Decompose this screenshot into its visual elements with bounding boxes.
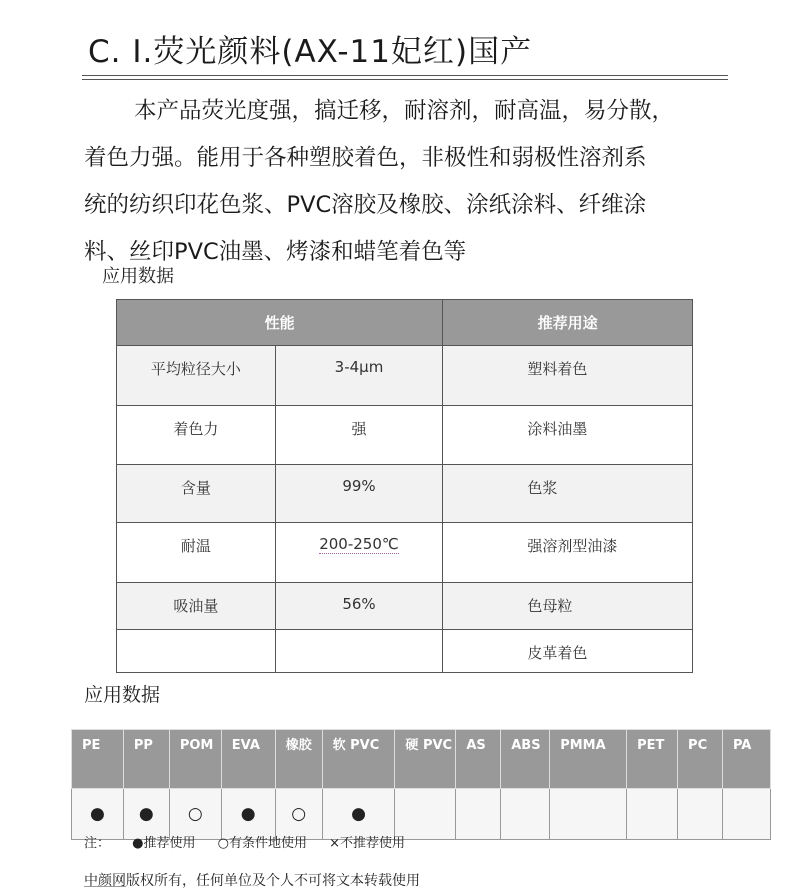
property-name: 含量 xyxy=(117,465,276,523)
material-header: ABS xyxy=(501,730,550,789)
description-line: 本产品荧光度强，搞迁移，耐溶剂，耐高温，易分散， xyxy=(134,98,675,124)
property-value: 99% xyxy=(275,465,443,523)
property-value-text: 200-250℃ xyxy=(319,535,399,553)
property-value xyxy=(275,630,443,673)
compatibility-mark xyxy=(456,789,501,840)
copyright-notice xyxy=(84,870,420,890)
compatibility-mark xyxy=(501,789,550,840)
property-value: 3-4μm xyxy=(275,346,443,406)
compatibility-mark: ● xyxy=(72,789,124,840)
property-name: 耐温 xyxy=(117,523,276,583)
compatibility-mark xyxy=(550,789,627,840)
material-header: AS xyxy=(456,730,501,789)
table-row xyxy=(117,465,693,523)
legend-conditional: ○有条件地使用 xyxy=(217,836,307,851)
property-value xyxy=(275,523,443,583)
property-name: 吸油量 xyxy=(117,583,276,630)
material-header: PMMA xyxy=(550,730,627,789)
legend-not-recommended: ×不推荐使用 xyxy=(329,836,406,851)
material-header: EVA xyxy=(221,730,275,789)
material-compatibility-table xyxy=(71,729,771,840)
copyright-site-link[interactable]: 中颜网 xyxy=(84,873,126,889)
property-name: 平均粒径大小 xyxy=(117,346,276,406)
table-row xyxy=(117,523,693,583)
title-rule-top xyxy=(82,75,728,76)
compatibility-mark: ○ xyxy=(169,789,221,840)
material-header: 橡胶 xyxy=(275,730,322,789)
table-row xyxy=(117,346,693,406)
recommended-use: 涂料油墨 xyxy=(443,406,693,465)
copyright-text: 版权所有，任何单位及个人不可将文本转载使用 xyxy=(126,873,420,889)
property-value: 强 xyxy=(275,406,443,465)
property-value: 56% xyxy=(275,583,443,630)
section-label-application-data: 应用数据 xyxy=(102,266,174,287)
material-header: 硬 PVC xyxy=(395,730,456,789)
compatibility-mark xyxy=(627,789,678,840)
properties-table-header xyxy=(117,300,693,346)
page-title: C. I.荧光颜料(AX-11妃红)国产 xyxy=(88,34,533,70)
compatibility-mark: ● xyxy=(221,789,275,840)
recommended-use: 皮革着色 xyxy=(443,630,693,673)
compatibility-mark xyxy=(678,789,723,840)
material-header: 软 PVC xyxy=(322,730,395,789)
note-prefix: 注： xyxy=(84,836,111,851)
description-line: 统的纺织印花色浆、PVC溶胶及橡胶、涂纸涂料、纤维涂 xyxy=(84,192,647,218)
material-header: POM xyxy=(169,730,221,789)
table-row xyxy=(117,583,693,630)
section-label-application-data: 应用数据 xyxy=(84,684,161,706)
compatibility-mark xyxy=(722,789,770,840)
header-performance: 性能 xyxy=(117,300,443,346)
material-header: PA xyxy=(722,730,770,789)
description-line: 着色力强。能用于各种塑胶着色，非极性和弱极性溶剂系 xyxy=(84,145,647,171)
compatibility-mark: ● xyxy=(322,789,395,840)
recommended-use: 色浆 xyxy=(443,465,693,523)
recommended-use: 强溶剂型油漆 xyxy=(443,523,693,583)
property-name xyxy=(117,630,276,673)
description-line: 料、丝印PVC油墨、烤漆和蜡笔着色等 xyxy=(84,239,467,265)
description-paragraph xyxy=(84,88,744,276)
property-name: 着色力 xyxy=(117,406,276,465)
recommended-use: 色母粒 xyxy=(443,583,693,630)
recommended-use: 塑料着色 xyxy=(443,346,693,406)
header-recommended-use: 推荐用途 xyxy=(443,300,693,346)
properties-table xyxy=(116,299,693,673)
material-header: PC xyxy=(678,730,723,789)
compatibility-mark: ● xyxy=(123,789,169,840)
legend-recommended: ●推荐使用 xyxy=(132,836,196,851)
compatibility-mark: ○ xyxy=(275,789,322,840)
table-row xyxy=(117,406,693,465)
material-header: PE xyxy=(72,730,124,789)
material-header-row xyxy=(72,730,771,789)
material-header: PP xyxy=(123,730,169,789)
title-rule-bottom xyxy=(82,79,728,80)
table-row xyxy=(117,630,693,673)
legend-note xyxy=(84,832,423,851)
material-header: PET xyxy=(627,730,678,789)
